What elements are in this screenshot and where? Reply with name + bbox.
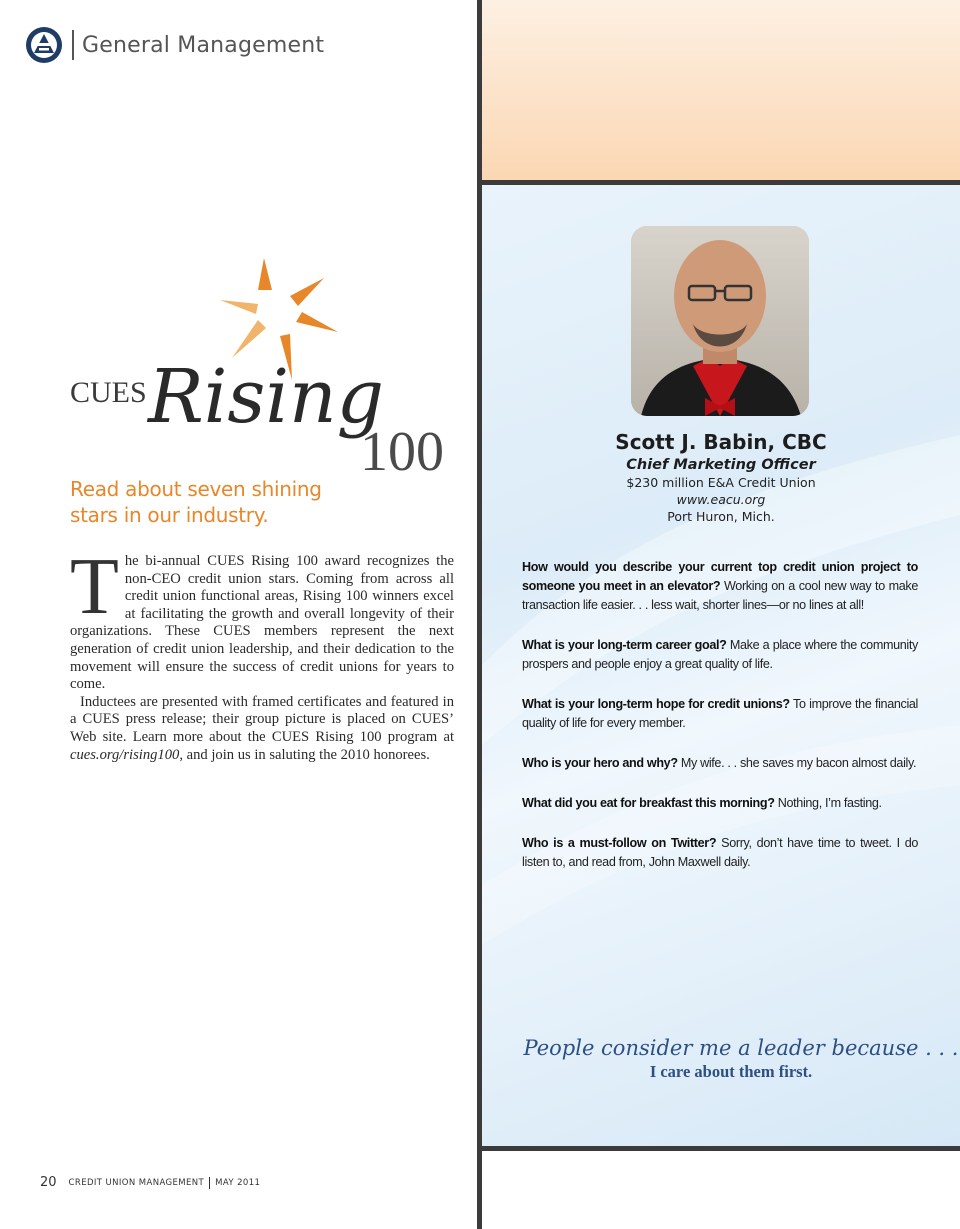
publication-name: CREDIT UNION MANAGEMENT bbox=[68, 1177, 205, 1188]
rising100-link[interactable]: cues.org/rising100 bbox=[70, 746, 180, 763]
quote-lead: People consider me a leader because . . . bbox=[523, 1036, 959, 1060]
qa-answer: Nothing, I’m fasting. bbox=[777, 796, 882, 810]
quote-answer: I care about them first. bbox=[649, 1062, 813, 1081]
article-paragraph-1 bbox=[70, 543, 454, 694]
intro-heading-line-2: stars in our industry. bbox=[70, 503, 269, 527]
qa-item bbox=[522, 558, 918, 615]
qa-item bbox=[522, 636, 918, 674]
leader-quote bbox=[482, 1036, 960, 1082]
qa-question: What is your long-term career goal? bbox=[522, 638, 727, 652]
frame-divider-bottom bbox=[482, 1146, 960, 1151]
cues-logo-icon bbox=[26, 27, 62, 63]
qa-answer: Sorry, don’t have time to tweet. I do listen to, and read from, John Maxwell daily. bbox=[522, 836, 919, 869]
qa-question: Who is a must-follow on Twitter? bbox=[522, 836, 717, 850]
profile-title: Chief Marketing Officer bbox=[626, 457, 816, 473]
page-header bbox=[26, 26, 324, 64]
article-body bbox=[70, 543, 454, 764]
intro-heading bbox=[70, 476, 390, 528]
qa-item bbox=[522, 695, 918, 733]
article-paragraph-2-end: , and join us in saluting the 2010 honorees. bbox=[179, 746, 430, 763]
qa-list bbox=[522, 558, 918, 872]
page-footer bbox=[40, 1175, 260, 1190]
qa-question: What is your long-term hope for credit unions? bbox=[522, 697, 790, 711]
page-number: 20 bbox=[40, 1175, 57, 1190]
qa-item bbox=[522, 754, 918, 773]
qa-question: What did you eat for breakfast this morning? bbox=[522, 796, 775, 810]
logo-number: 100 bbox=[360, 421, 444, 480]
profile-url[interactable]: www.eacu.org bbox=[676, 492, 766, 507]
article-paragraph-2 bbox=[70, 694, 454, 764]
article-paragraph-2-start: Inductees are presented with framed certificates and featured in a CUES press release; their group picture is placed on CUES’ Web site. Learn more about the CUES Rising 100 program at bbox=[70, 693, 454, 745]
profile-info bbox=[482, 430, 960, 524]
header-divider bbox=[72, 30, 74, 60]
profile-organization: $230 million E&A Credit Union bbox=[626, 475, 816, 490]
qa-question: How would you describe your current top credit union project to someone you meet in an elevator? bbox=[522, 560, 918, 593]
profile-name: Scott J. Babin, CBC bbox=[615, 430, 827, 454]
qa-answer: To improve the financial quality of life for every member. bbox=[522, 697, 919, 730]
article-paragraph-1-text: he bi-annual CUES Rising 100 award recognizes the non-CEO credit union stars. Coming from across all credit union functional areas, Rising 100 winners excel at facilitating the growth and overall longevity of their organizations. These CUES members represent the next generation of credit union leadership, and their dedication to the movement will ensure the success of credit unions for years to come. bbox=[70, 553, 454, 693]
drop-cap: T bbox=[70, 543, 119, 631]
issue-date: MAY 2011 bbox=[215, 1177, 261, 1188]
qa-answer: Make a place where the community prospers and people enjoy a great quality of life. bbox=[522, 638, 918, 671]
orange-panel bbox=[482, 0, 960, 180]
logo-prefix: CUES bbox=[70, 376, 147, 409]
profile-location: Port Huron, Mich. bbox=[667, 509, 775, 524]
logo-word: Rising bbox=[148, 354, 385, 440]
intro-heading-line-1: Read about seven shining bbox=[70, 477, 322, 501]
section-title: General Management bbox=[82, 32, 325, 58]
profile-photo bbox=[631, 226, 809, 416]
qa-answer: Working on a cool new way to make transaction life easier. . . less wait, shorter lines—or no lines at all! bbox=[522, 579, 918, 612]
qa-item bbox=[522, 794, 918, 813]
cues-rising-100-logo bbox=[60, 250, 470, 480]
footer-divider bbox=[209, 1177, 210, 1189]
qa-question: Who is your hero and why? bbox=[522, 756, 678, 770]
qa-item bbox=[522, 834, 918, 872]
qa-answer: My wife. . . she saves my bacon almost daily. bbox=[680, 756, 917, 770]
